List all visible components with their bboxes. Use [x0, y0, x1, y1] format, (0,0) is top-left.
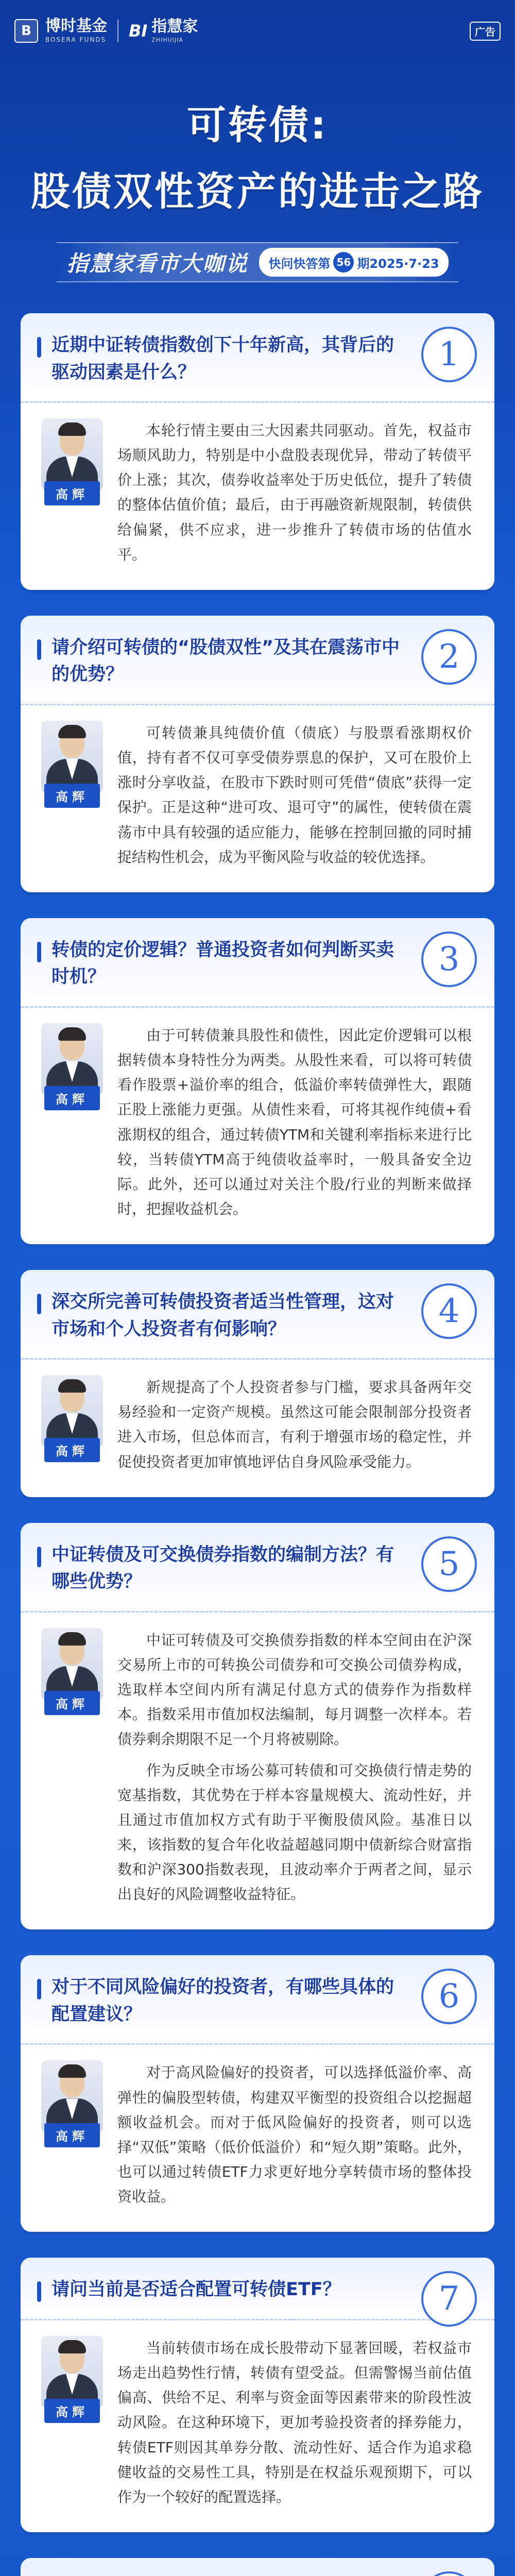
question-text: 请介绍可转债的“股债双性”及其在震荡市中的优势？: [52, 637, 400, 685]
answer-body: [21, 1008, 494, 1244]
avatar-hair: [58, 1379, 86, 1393]
answer-paragraph: 本轮行情主要由三大因素共同驱动。首先，权益市场顺风助力，特别是中小盘股表现优异，带动了转债平价上涨；其次，债券收益率处于历史低位，提升了转债的整体估值价值；最后，由于再融资新规限制，转债供给偏紧，供不应求，进一步推升了转债市场的估值水平。: [117, 422, 472, 563]
qa-card: [21, 1955, 494, 2232]
question-number-badge: [421, 2571, 477, 2576]
avatar-hair: [58, 2064, 86, 2078]
speaker-name: 高辉: [44, 1086, 100, 1110]
issue-suffix: 期2025·7·23: [357, 256, 439, 271]
question-text: 请问当前是否适合配置可转债ETF？: [52, 2279, 341, 2300]
qa-card: [21, 1523, 494, 1930]
hero-title-line2: 股债双性资产的进击之路: [31, 168, 484, 214]
answer-paragraph: 对于高风险偏好的投资者，可以选择低溢价率、高弹性的偏股型转债，构建双平衡型的投资组合以挖掘超额收益机会。而对于低风险偏好的投资者，则可以选择“双低”策略（低价低溢价）和“短久期”策略。此外，也可以通过转债ETF力求更好地分享转债市场的整体投资收益。: [117, 2064, 472, 2206]
answer-paragraph: 中证可转债及可交换债券指数的样本空间由在沪深交易所上市的可转换公司债券和可交换公司债券构成，选取样本空间内所有满足付息方式的债券作为指数样本。指数采用市值加权法编制，每月调整一次样本。若债券剩余期限不足一个月将被剔除。: [117, 1631, 472, 1748]
zhihuijia-name-en: ZHIHUIJIA: [151, 36, 183, 43]
issue-pill: [259, 248, 448, 277]
question-number-badge: 6: [421, 1969, 477, 2024]
question-number-badge: 4: [421, 1283, 477, 1339]
answer-paragraph: 作为反映全市场公募可转债和可交换债行情走势的宽基指数，其优势在于样本容量规模大、流动性好，并且通过市值加权方式有助于平衡股债风险。基准日以来，该指数的复合年化收益超越同期中债新综合财富指数和沪深300指数表现，且波动率介于两者之间，显示出良好的风险调整收益特征。: [117, 1761, 472, 1903]
avatar-hair: [58, 725, 86, 738]
question-text: 转债的定价逻辑？普通投资者如何判断买卖时机？: [52, 939, 394, 988]
question-number-badge: 1: [421, 327, 477, 382]
avatar-hair: [58, 1632, 86, 1646]
speaker-avatar: [41, 1023, 103, 1095]
answer-text: [117, 1375, 472, 1475]
avatar-hair: [58, 1027, 86, 1041]
question-header: [21, 1270, 494, 1360]
qa-card: [21, 1270, 494, 1497]
speaker-name: 高辉: [44, 1438, 100, 1462]
top-bar: [0, 0, 515, 49]
question-header: [21, 918, 494, 1008]
avatar-hair: [58, 422, 86, 436]
answer-paragraph: 当前转债市场在成长股带动下显著回暖，若权益市场走出趋势性行情，转债有望受益。但需警惕当前估值偏高、供给不足、利率与资金面等因素带来的阶段性波动风险。在这种环境下，更加考验投资者的择券能力，转债ETF则因其单券分散、流动性好、适合作为追求稳健收益的交易性工具，特别是在权益乐观预期下，可以作为一个较好的配置选择。: [117, 2339, 472, 2505]
brand-bosera: [14, 19, 198, 43]
question-text: 对于不同风险偏好的投资者，有哪些具体的配置建议？: [52, 1977, 394, 2025]
question-header: [21, 2558, 494, 2576]
speaker-name: 高辉: [44, 1691, 100, 1715]
question-header: [21, 1955, 494, 2045]
answer-text: [117, 2060, 472, 2209]
speaker-avatar: [41, 1375, 103, 1447]
answer-text: [117, 1023, 472, 1222]
speaker-name: 高辉: [44, 481, 100, 505]
speaker-avatar: [41, 418, 103, 490]
brand-name-cn: 博时基金: [45, 17, 107, 35]
answer-text: [117, 721, 472, 870]
speaker-name: 高辉: [44, 2123, 100, 2147]
ad-badge: 广告: [470, 22, 501, 41]
speaker: [36, 2060, 108, 2209]
speaker-avatar: [41, 2336, 103, 2408]
question-number-badge: 7: [421, 2271, 477, 2327]
question-header: [21, 2258, 494, 2320]
speaker: [36, 1023, 108, 1222]
qa-card: [21, 313, 494, 590]
zhihuijia-logo-icon: BI: [129, 21, 148, 41]
answer-paragraph: 由于可转债兼具股性和债性，因此定价逻辑可以根据转债本身特性分为两类。从股性来看，可以将可转债看作股票+溢价率的组合，低溢价率转债弹性大，跟随正股上涨能力更强。从债性来看，可将其视作纯债+看涨期权的组合，通过转债YTM和关键利率指标来进行比较，当转债YTM高于纯债收益率时，一般具备安全边际。此外，还可以通过对关注个股/行业的判断来做择时，把握收益机会。: [117, 1026, 472, 1217]
question-number-badge: 2: [421, 629, 477, 685]
answer-paragraph: 新规提高了个人投资者参与门槛，要求具备两年交易经验和一定资产规模。虽然这可能会限制部分投资者进入市场，但总体而言，有利于增强市场的稳定性，并促使投资者更加审慎地评估自身风险承受能力。: [117, 1379, 472, 1470]
answer-text: [117, 2336, 472, 2510]
brand-divider: [117, 20, 118, 42]
speaker-avatar: [41, 1628, 103, 1700]
avatar-hair: [58, 2340, 86, 2353]
subtitle-bar: [57, 242, 458, 282]
issue-prefix: 快问快答第: [268, 256, 331, 271]
brand-name-en: BOSERA FUNDS: [45, 36, 107, 43]
answer-body: [21, 705, 494, 892]
qa-card: [21, 2258, 494, 2532]
hero-title-line1: 可转债:: [186, 102, 329, 148]
speaker: [36, 418, 108, 567]
bosera-logo-icon: B: [14, 19, 38, 43]
answer-text: [117, 418, 472, 567]
qa-list: [0, 282, 515, 2576]
issue-number: 56: [333, 252, 354, 273]
question-header: [21, 616, 494, 705]
answer-body: [21, 2045, 494, 2232]
question-number-badge: 3: [421, 931, 477, 987]
answer-paragraph: 可转债兼具纯债价值（债底）与股票看涨期权价值，持有者不仅可享受债券票息的保护，又可在股价上涨时分享收益，在股市下跌时则可凭借“债底”获得一定保护。正是这种“进可攻、退可守”的属性，使转债在震荡市中具有较强的适应能力，能够在控制回撤的同时捕捉结构性机会，成为平衡风险与收益的较优选择。: [117, 724, 472, 866]
question-number-badge: 5: [421, 1536, 477, 1592]
zhihuijia-name-cn: 指慧家: [151, 17, 198, 36]
speaker: [36, 1375, 108, 1475]
question-text: 近期中证转债指数创下十年新高，其背后的驱动因素是什么？: [52, 335, 394, 383]
hero: [0, 49, 515, 282]
qa-card: [21, 616, 494, 892]
speaker-avatar: [41, 2060, 103, 2132]
question-text: 中证转债及可交换债券指数的编制方法？有哪些优势？: [52, 1544, 394, 1592]
speaker-avatar: [41, 721, 103, 793]
question-header: [21, 1523, 494, 1613]
answer-body: [21, 403, 494, 590]
answer-text: [117, 1628, 472, 1907]
subtitle: 指慧家看市大咖说: [66, 251, 248, 276]
speaker: [36, 721, 108, 870]
brand-zhihuijia: [129, 19, 198, 43]
answer-body: [21, 1613, 494, 1930]
speaker: [36, 1628, 108, 1907]
question-header: [21, 313, 494, 403]
question-text: 深交所完善可转债投资者适当性管理，这对市场和个人投资者有何影响？: [52, 1292, 394, 1340]
speaker: [36, 2336, 108, 2510]
speaker-name: 高辉: [44, 784, 100, 808]
speaker-name: 高辉: [44, 2399, 100, 2423]
answer-body: [21, 1360, 494, 1497]
answer-body: [21, 2320, 494, 2532]
qa-card: [21, 918, 494, 1244]
qa-card: [21, 2558, 494, 2576]
